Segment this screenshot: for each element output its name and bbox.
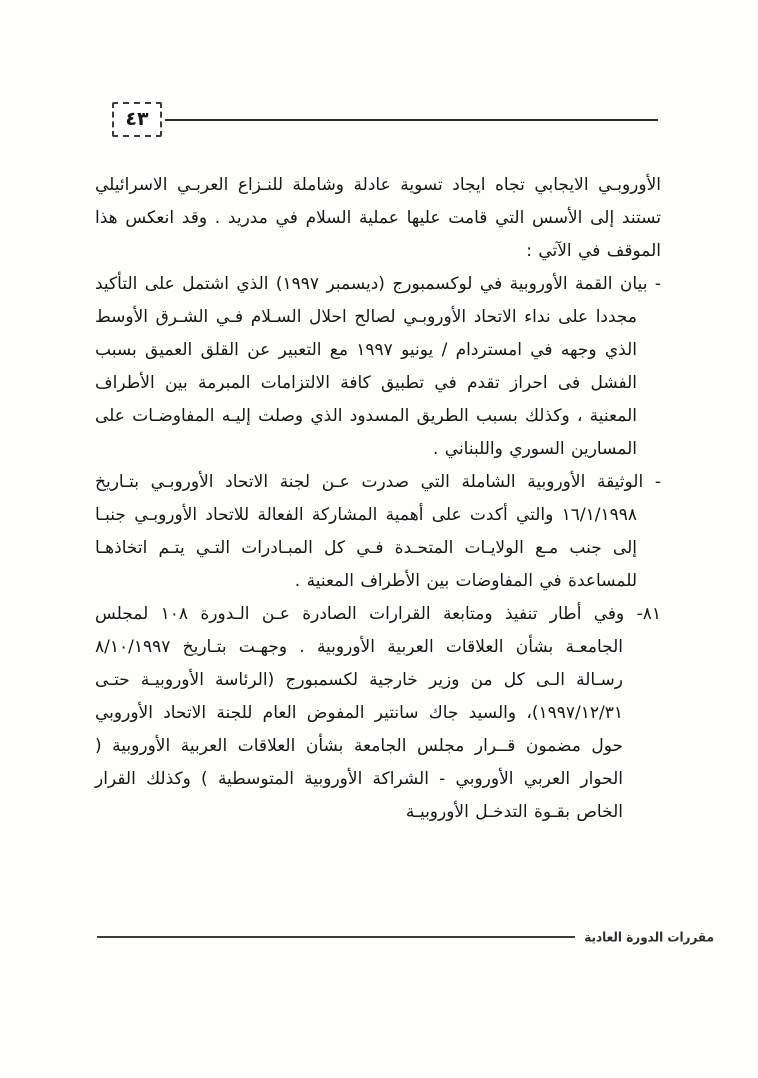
numbered-item-81: ٨١- وفي أطار تنفيذ ومتابعة القرارات الصادرة عـن الـدورة ١٠٨ لمجلس الجامعـة بشأن العلاقات العربية الأوروبية . وجهـت بتـاريخ ٨/١٠/١٩٩٧ رسـالة الـى كل من وزير خارجية لكسمبورج (الرئاسة الأوروبيـة حتـى ١٩٩٧/١٢/٣١)، والسيد جاك سانتير المفوض العام للجنة الاتحاد الأوروبي حول مضمون قــرار مجلس الجامعة بشأن العلاقات العربية الأوروبية ( الحوار العربي الأوروبي - الشراكة الأوروبية المتوسطية ) وكذلك القرار الخاص بقـوة التدخـل الأوروبيـة	[95, 604, 662, 822]
bullet-item-eu-document: - الوثيقة الأوروبية الشاملة التي صدرت عـن لجنة الاتحاد الأوروبـي بتـاريخ ١٦/١/١٩٩٨ والتي أكدت على أهمية المشاركة الفعالة للاتحاد الأوروبـي جنبـا إلى جنب مـع الولايـات المتحـدة فـي كل المبـادرات التـي يتـم اتخاذهـا للمساعدة في المفاوضات بين الأطراف المعنية .	[95, 472, 661, 591]
bullet-item-luxembourg-summit: - بيان القمة الأوروبية في لوكسمبورج (ديسمبر ١٩٩٧) الذي اشتمل على التأكيد مجددا على نداء الاتحاد الأوروبـي لصالح احلال السـلام فـي الشـرق الأوسط الذي وجهه في امستردام / يونيو ١٩٩٧ مع التعبير عن القلق العميق بسبب الفشل فى احراز تقدم في تطبيق كافة الالتزامات المبرمة بين الأطراف المعنية ، وكذلك بسبب الطريق المسدود الذي وصلت إليـه المفاوضـات على المسارين السوري واللبناني .	[95, 274, 661, 459]
page-number: ٤٣	[125, 108, 149, 130]
page-header	[112, 102, 658, 137]
page-number-box	[112, 102, 162, 137]
header-rule	[165, 119, 658, 121]
footer-title: مقررات الدورة العادية	[584, 929, 714, 945]
page-footer	[97, 930, 714, 944]
intro-paragraph: الأوروبـي الايجابي تجاه ايجاد تسوية عادلة وشاملة للنـزاع العربـي الاسرائيلي تستند إلى الأسس التي قامت عليها عملية السلام في مدريد . وقد انعكس هذا الموقف في الآتي :	[95, 175, 661, 261]
footer-rule	[97, 936, 575, 938]
body-text	[95, 169, 661, 829]
